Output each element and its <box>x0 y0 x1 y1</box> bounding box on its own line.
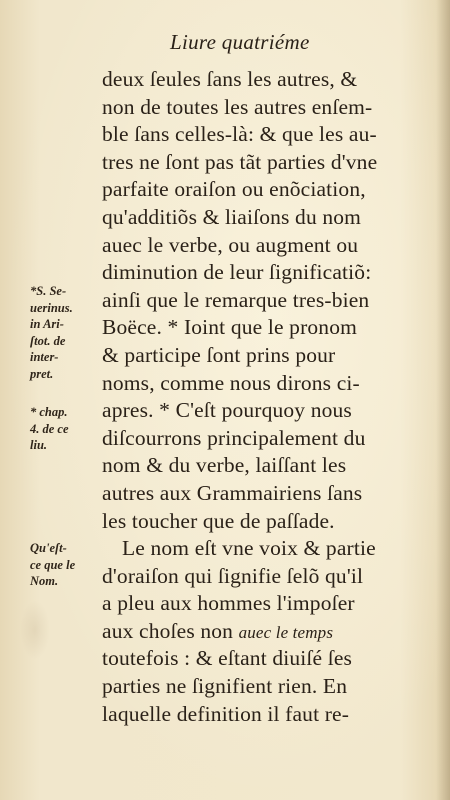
text-line: noms, comme nous dirons ci- <box>102 370 360 395</box>
text-line: & participe ſont prins pour <box>102 342 336 367</box>
margin-note-chapter <box>30 404 102 454</box>
text-line-with-italic <box>102 618 432 646</box>
margin-note-severinus <box>30 283 102 382</box>
italic-phrase: auec le temps <box>238 622 334 642</box>
text-line: d'oraiſon qui ſignifie ſelõ qu'il <box>102 563 364 588</box>
text-line: toutefois : & eſtant diuiſé ſes <box>102 646 353 671</box>
margin-note-line: ce que le <box>30 557 76 572</box>
text-line: ainſi que le remarque tres-bien <box>102 287 370 312</box>
binding-shadow <box>436 0 450 800</box>
text-line: Le nom eſt vne voix & partie <box>122 536 376 561</box>
text-line: Boëce. * Ioint que le pronom <box>102 315 357 340</box>
text-line: ble ſans celles-là: & que les au- <box>102 122 377 147</box>
text-line: nom & du verbe, laiſſant les <box>102 453 347 478</box>
margin-note-line: 4. de ce <box>30 421 69 436</box>
text-line: autres aux Grammairiens ſans <box>102 480 363 505</box>
paper-stain <box>20 600 50 660</box>
text-line: tres ne ſont pas tãt parties d'vne <box>102 149 378 174</box>
text-line: apres. * C'eſt pourquoy nous <box>102 398 352 423</box>
text-line: diminution de leur ſignificatiõ: <box>102 260 372 285</box>
margin-note-line: in Ari- <box>30 317 64 331</box>
margin-note-line: Nom. <box>30 574 59 588</box>
margin-note-line: pret. <box>30 366 54 381</box>
margin-note-line: *S. Se- <box>30 284 67 298</box>
margin-note-nom <box>30 540 102 590</box>
margin-note-line: * chap. <box>30 405 68 419</box>
margin-note-line: ſtot. de <box>30 333 66 348</box>
body-text <box>102 66 432 728</box>
running-head: Liure quatriéme <box>170 30 310 54</box>
text-line: les toucher que de paſſade. <box>102 508 335 533</box>
text-fragment: aux choſes non <box>102 618 234 643</box>
text-line: parfaite oraiſon ou enõciation, <box>102 177 366 202</box>
text-line: auec le verbe, ou augment ou <box>102 232 359 257</box>
text-line: parties ne ſignifient rien. En <box>102 674 348 699</box>
text-line: deux ſeules ſans les autres, & <box>102 67 358 91</box>
text-line: qu'additiõs & liaiſons du nom <box>102 204 362 229</box>
margin-note-line: uerinus. <box>30 300 73 315</box>
text-line: diſcourrons principalement du <box>102 425 366 450</box>
text-line: laquelle definition il faut re- <box>102 701 350 726</box>
text-line: non de toutes les autres enſem- <box>102 94 373 119</box>
margin-note-line: inter- <box>30 350 59 364</box>
margin-note-line: Qu'eſt- <box>30 541 67 555</box>
margin-note-line: liu. <box>30 438 48 452</box>
text-line: a pleu aux hommes l'impoſer <box>102 591 355 616</box>
